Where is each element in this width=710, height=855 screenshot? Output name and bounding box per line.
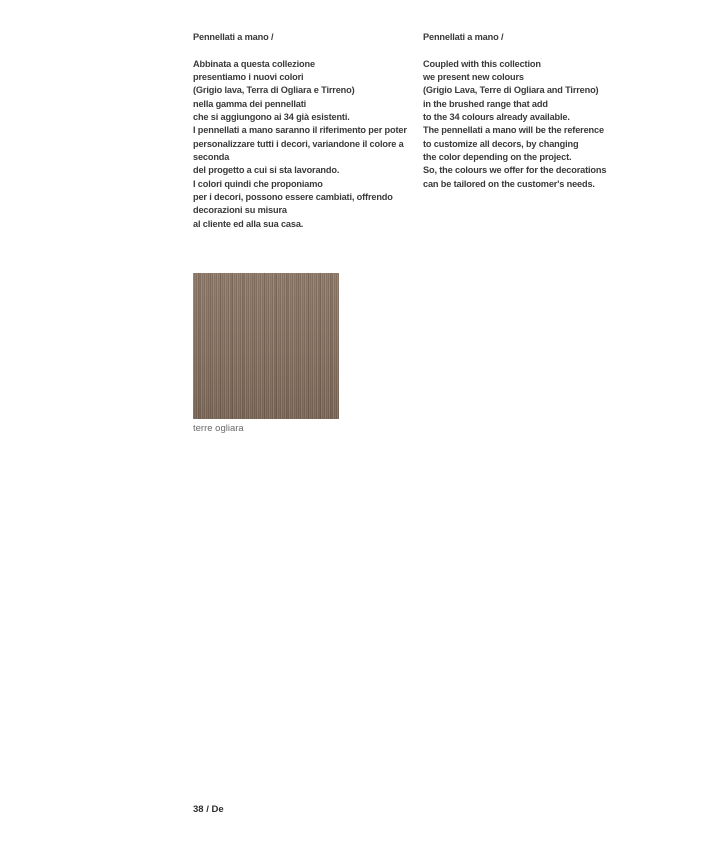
english-line: (Grigio Lava, Terre di Ogliara and Tirreno) — [423, 85, 599, 96]
italian-line: I colori quindi che proponiamo — [193, 178, 323, 189]
color-swatch-image — [193, 273, 339, 419]
italian-line: (Grigio lava, Terra di Ogliara e Tirreno) — [193, 85, 355, 96]
english-line: Coupled with this collection — [423, 58, 541, 69]
english-line: to the 34 colours already available. — [423, 112, 570, 123]
italian-line: I pennellati a mano saranno il riferimento per poter — [193, 125, 407, 136]
italian-line: decorazioni su misura — [193, 205, 287, 216]
english-line: the color depending on the project. — [423, 152, 572, 163]
italian-line: seconda — [193, 152, 230, 163]
italian-line: del progetto a cui si sta lavorando. — [193, 165, 340, 176]
italian-line: al cliente ed alla sua casa. — [193, 218, 304, 229]
italian-line: Abbinata a questa collezione — [193, 58, 315, 69]
english-line: to customize all decors, by changing — [423, 138, 579, 149]
italian-line: presentiamo i nuovi colori — [193, 72, 304, 83]
page-number: 38 / De — [193, 804, 224, 815]
italian-line: personalizzare tutti i decori, variandone il colore a — [193, 138, 404, 149]
english-line: The pennellati a mano will be the reference — [423, 125, 604, 136]
swatch-caption: terre ogliara — [193, 423, 244, 434]
italian-line: per i decori, possono essere cambiati, offrendo — [193, 192, 393, 203]
english-heading: Pennellati a mano / — [423, 32, 504, 42]
italian-heading: Pennellati a mano / — [193, 32, 274, 42]
italian-line: che si aggiungono ai 34 già esistenti. — [193, 112, 350, 123]
italian-line: nella gamma dei pennellati — [193, 98, 307, 109]
english-line: can be tailored on the customer's needs. — [423, 178, 595, 189]
english-line: So, the colours we offer for the decorations — [423, 165, 607, 176]
italian-text-column — [193, 31, 408, 231]
english-text-column — [423, 31, 623, 191]
english-line: in the brushed range that add — [423, 98, 548, 109]
english-line: we present new colours — [423, 72, 524, 83]
